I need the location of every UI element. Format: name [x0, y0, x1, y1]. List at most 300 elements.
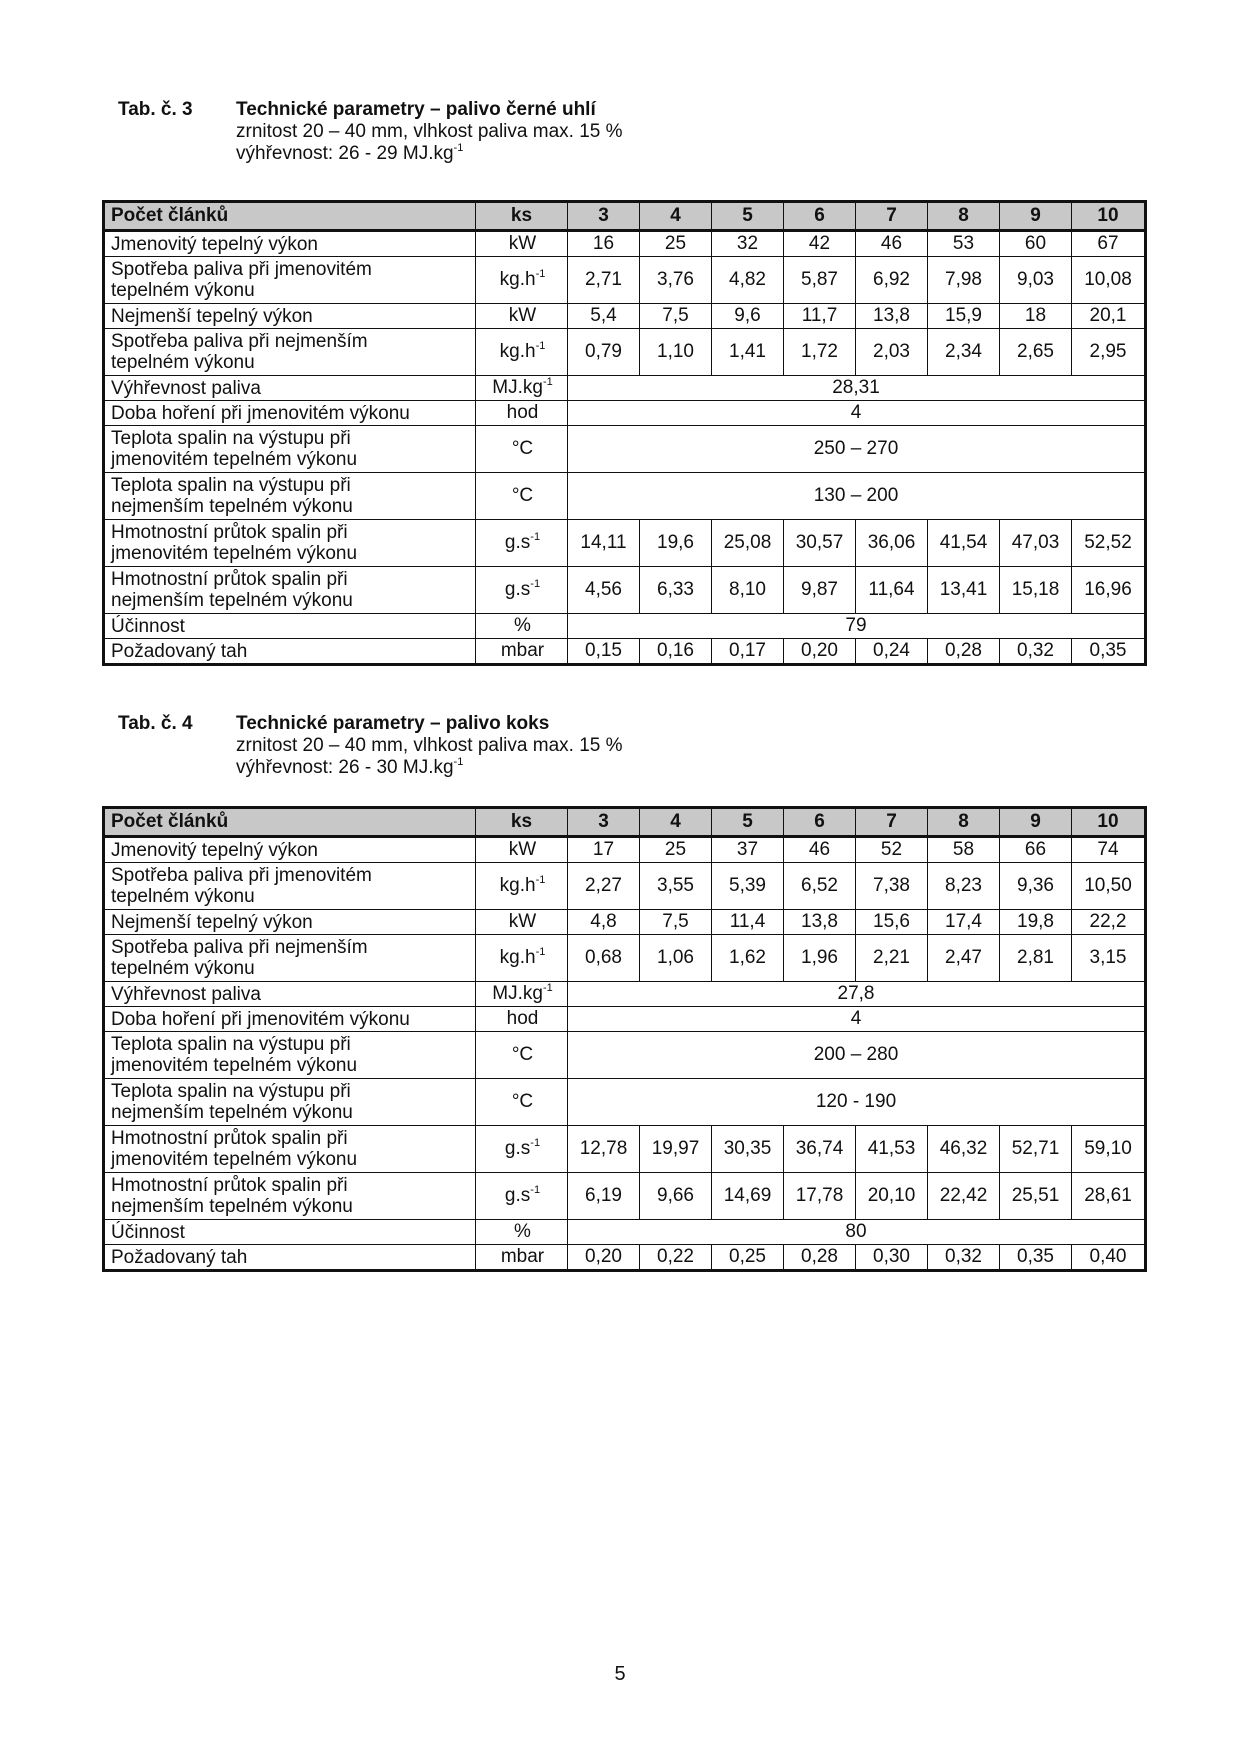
unit-text: % — [514, 1221, 531, 1242]
row-value-merged: 27,8 — [568, 982, 1146, 1007]
row-value: 8,10 — [712, 567, 784, 614]
row-value: 58 — [928, 837, 1000, 863]
row-unit — [476, 1173, 568, 1220]
row-unit — [476, 304, 568, 329]
table-row — [104, 1220, 1146, 1245]
row-label-line1: Jmenovitý tepelný výkon — [111, 233, 318, 255]
unit-text: % — [514, 615, 531, 636]
row-value: 0,20 — [568, 1245, 640, 1271]
table-4-calorific-line — [236, 757, 623, 779]
row-value: 9,36 — [1000, 863, 1072, 910]
row-value: 3,15 — [1072, 935, 1146, 982]
row-unit — [476, 401, 568, 426]
header-col-3: 3 — [568, 202, 640, 231]
unit-text: MJ.kg — [492, 377, 543, 398]
table-4-number: Tab. č. 4 — [118, 713, 193, 734]
row-value: 47,03 — [1000, 520, 1072, 567]
unit-text: g.s — [504, 532, 531, 553]
page-number: 5 — [614, 1663, 626, 1685]
row-label-line1: Nejmenší tepelný výkon — [111, 911, 313, 933]
row-value-merged: 80 — [568, 1220, 1146, 1245]
header-unit: ks — [476, 808, 568, 837]
row-value-merged: 4 — [568, 1007, 1146, 1032]
row-label-line1: Účinnost — [111, 1221, 185, 1243]
row-label-line1: Spotřeba paliva při nejmenším — [111, 331, 368, 352]
row-value: 19,97 — [640, 1126, 712, 1173]
row-value: 52,52 — [1072, 520, 1146, 567]
row-value: 1,10 — [640, 329, 712, 376]
row-value: 41,54 — [928, 520, 1000, 567]
row-value: 2,71 — [568, 257, 640, 304]
row-label-line1: Spotřeba paliva při jmenovitém — [111, 259, 372, 280]
unit-text: g.s — [504, 579, 531, 600]
row-value: 5,39 — [712, 863, 784, 910]
row-value: 20,1 — [1072, 304, 1146, 329]
row-value: 66 — [1000, 837, 1072, 863]
unit-text: °C — [511, 485, 534, 506]
unit-exponent: -1 — [530, 1183, 541, 1196]
row-value: 19,8 — [1000, 910, 1072, 935]
row-value: 67 — [1072, 231, 1146, 257]
row-value: 6,52 — [784, 863, 856, 910]
header-label: Počet článků — [104, 202, 476, 231]
row-value: 13,41 — [928, 567, 1000, 614]
row-label — [104, 520, 476, 567]
header-col-9: 9 — [1000, 808, 1072, 837]
row-value: 3,55 — [640, 863, 712, 910]
row-value-merged: 130 – 200 — [568, 473, 1146, 520]
row-unit — [476, 1079, 568, 1126]
table-row — [104, 520, 1146, 567]
table-3-grain-moisture: zrnitost 20 – 40 mm, vlhkost paliva max. 15 % — [236, 121, 623, 142]
row-label — [104, 1032, 476, 1079]
row-value: 9,66 — [640, 1173, 712, 1220]
unit-exponent: -1 — [542, 375, 553, 388]
row-label — [104, 231, 476, 257]
table-row — [104, 567, 1146, 614]
table-row — [104, 1173, 1146, 1220]
row-label — [104, 567, 476, 614]
row-label-line1: Hmotnostní průtok spalin při — [111, 522, 348, 543]
row-value: 0,22 — [640, 1245, 712, 1271]
row-label-line2: nejmenším tepelném výkonu — [111, 590, 353, 611]
header-row — [104, 808, 1146, 837]
row-value: 13,8 — [784, 910, 856, 935]
row-value: 32 — [712, 231, 784, 257]
row-label-line1: Teplota spalin na výstupu při — [111, 1034, 351, 1055]
row-label-line2: nejmenším tepelném výkonu — [111, 1196, 353, 1217]
row-label — [104, 935, 476, 982]
row-label-line1: Výhřevnost paliva — [111, 983, 261, 1005]
row-value: 11,7 — [784, 304, 856, 329]
row-unit — [476, 426, 568, 473]
row-unit — [476, 1032, 568, 1079]
row-label-line2: nejmenším tepelném výkonu — [111, 496, 353, 517]
row-value: 52 — [856, 837, 928, 863]
row-label-line1: Jmenovitý tepelný výkon — [111, 839, 318, 861]
row-value: 5,4 — [568, 304, 640, 329]
row-unit — [476, 863, 568, 910]
row-value: 10,08 — [1072, 257, 1146, 304]
row-value: 2,34 — [928, 329, 1000, 376]
table-row — [104, 376, 1146, 401]
table-3-caption-body — [236, 99, 623, 165]
header-row — [104, 202, 1146, 231]
unit-text: MJ.kg — [492, 983, 543, 1004]
row-value: 16 — [568, 231, 640, 257]
row-value: 7,5 — [640, 910, 712, 935]
row-label-line1: Účinnost — [111, 615, 185, 637]
row-label — [104, 304, 476, 329]
table-4-caption-body — [236, 713, 623, 779]
row-label — [104, 863, 476, 910]
row-value: 19,6 — [640, 520, 712, 567]
unit-exponent: -1 — [535, 945, 546, 958]
table-row — [104, 426, 1146, 473]
row-unit — [476, 231, 568, 257]
row-label-line1: Spotřeba paliva při nejmenším — [111, 937, 368, 958]
row-label — [104, 910, 476, 935]
table-3-calorific-line — [236, 143, 623, 165]
row-unit — [476, 935, 568, 982]
unit-exponent: -1 — [530, 577, 541, 590]
table-row — [104, 1032, 1146, 1079]
row-value: 22,42 — [928, 1173, 1000, 1220]
row-value: 37 — [712, 837, 784, 863]
unit-text: °C — [511, 438, 534, 459]
row-value: 17,78 — [784, 1173, 856, 1220]
unit-text: kW — [508, 839, 537, 860]
row-unit — [476, 1245, 568, 1271]
table-row — [104, 1126, 1146, 1173]
row-unit — [476, 1220, 568, 1245]
table-4-title: Technické parametry – palivo koks — [236, 713, 550, 734]
row-label — [104, 982, 476, 1007]
unit-exponent: -1 — [542, 981, 553, 994]
row-value: 2,27 — [568, 863, 640, 910]
row-label — [104, 1007, 476, 1032]
row-value: 0,68 — [568, 935, 640, 982]
table-row — [104, 329, 1146, 376]
row-label — [104, 837, 476, 863]
unit-text: hod — [506, 402, 539, 423]
row-value: 17 — [568, 837, 640, 863]
unit-text: kg.h — [499, 341, 536, 362]
row-value: 15,18 — [1000, 567, 1072, 614]
row-value: 52,71 — [1000, 1126, 1072, 1173]
row-value: 0,79 — [568, 329, 640, 376]
row-value: 46,32 — [928, 1126, 1000, 1173]
unit-text: hod — [506, 1008, 539, 1029]
row-value: 74 — [1072, 837, 1146, 863]
row-label-line1: Teplota spalin na výstupu při — [111, 1081, 351, 1102]
row-value: 0,28 — [928, 639, 1000, 665]
row-value: 9,03 — [1000, 257, 1072, 304]
row-unit — [476, 639, 568, 665]
row-label-line2: tepelném výkonu — [111, 352, 255, 373]
row-value: 12,78 — [568, 1126, 640, 1173]
table-row — [104, 304, 1146, 329]
table-row — [104, 1007, 1146, 1032]
row-label-line1: Požadovaný tah — [111, 1246, 248, 1268]
row-value: 0,24 — [856, 639, 928, 665]
row-value: 2,21 — [856, 935, 928, 982]
row-unit — [476, 1126, 568, 1173]
table-4-calorific-exponent: -1 — [453, 755, 464, 768]
row-value: 4,82 — [712, 257, 784, 304]
row-value: 25 — [640, 837, 712, 863]
header-col-3: 3 — [568, 808, 640, 837]
header-col-9: 9 — [1000, 202, 1072, 231]
row-unit — [476, 567, 568, 614]
row-value: 0,32 — [1000, 639, 1072, 665]
row-unit — [476, 329, 568, 376]
row-value: 7,38 — [856, 863, 928, 910]
row-value: 0,28 — [784, 1245, 856, 1271]
table-4-grain-moisture: zrnitost 20 – 40 mm, vlhkost paliva max. 15 % — [236, 735, 623, 756]
row-unit — [476, 520, 568, 567]
table-3-calorific-exponent: -1 — [453, 141, 464, 154]
row-value: 0,20 — [784, 639, 856, 665]
row-value: 46 — [856, 231, 928, 257]
row-label-line1: Teplota spalin na výstupu při — [111, 475, 351, 496]
row-value: 11,4 — [712, 910, 784, 935]
row-unit — [476, 473, 568, 520]
row-value: 6,19 — [568, 1173, 640, 1220]
row-value: 22,2 — [1072, 910, 1146, 935]
header-col-8: 8 — [928, 808, 1000, 837]
header-col-10: 10 — [1072, 808, 1146, 837]
table-row — [104, 863, 1146, 910]
row-value-merged: 120 - 190 — [568, 1079, 1146, 1126]
row-label-line1: Doba hoření při jmenovitém výkonu — [111, 402, 410, 424]
row-label-line2: tepelném výkonu — [111, 280, 255, 301]
row-label — [104, 614, 476, 639]
unit-text: g.s — [504, 1138, 531, 1159]
row-unit — [476, 1007, 568, 1032]
row-value: 4,56 — [568, 567, 640, 614]
unit-text: °C — [511, 1091, 534, 1112]
header-unit: ks — [476, 202, 568, 231]
unit-exponent: -1 — [530, 530, 541, 543]
unit-text: kW — [508, 911, 537, 932]
header-col-5: 5 — [712, 202, 784, 231]
row-unit — [476, 982, 568, 1007]
row-value: 0,25 — [712, 1245, 784, 1271]
row-value: 28,61 — [1072, 1173, 1146, 1220]
unit-text: °C — [511, 1044, 534, 1065]
row-value: 1,41 — [712, 329, 784, 376]
row-unit — [476, 837, 568, 863]
row-value: 14,11 — [568, 520, 640, 567]
row-label — [104, 1245, 476, 1271]
row-value: 1,96 — [784, 935, 856, 982]
row-value: 7,5 — [640, 304, 712, 329]
row-label — [104, 329, 476, 376]
row-value: 41,53 — [856, 1126, 928, 1173]
unit-text: mbar — [500, 640, 545, 661]
row-label-line2: tepelném výkonu — [111, 886, 255, 907]
row-label-line1: Teplota spalin na výstupu při — [111, 428, 351, 449]
row-value: 0,30 — [856, 1245, 928, 1271]
row-value: 36,74 — [784, 1126, 856, 1173]
row-value: 6,33 — [640, 567, 712, 614]
row-value: 4,8 — [568, 910, 640, 935]
row-value: 6,92 — [856, 257, 928, 304]
row-value: 25,08 — [712, 520, 784, 567]
unit-exponent: -1 — [535, 873, 546, 886]
row-label-line2: jmenovitém tepelném výkonu — [111, 1149, 358, 1170]
table-row — [104, 1079, 1146, 1126]
row-label — [104, 1173, 476, 1220]
row-label-line2: tepelném výkonu — [111, 958, 255, 979]
row-value: 0,32 — [928, 1245, 1000, 1271]
row-value: 15,9 — [928, 304, 1000, 329]
header-col-4: 4 — [640, 808, 712, 837]
row-value-merged: 79 — [568, 614, 1146, 639]
row-label-line1: Spotřeba paliva při jmenovitém — [111, 865, 372, 886]
row-value: 1,06 — [640, 935, 712, 982]
row-label — [104, 426, 476, 473]
row-value: 2,47 — [928, 935, 1000, 982]
row-value: 2,95 — [1072, 329, 1146, 376]
header-col-10: 10 — [1072, 202, 1146, 231]
row-value: 42 — [784, 231, 856, 257]
header-col-7: 7 — [856, 808, 928, 837]
row-label — [104, 1079, 476, 1126]
row-value: 3,76 — [640, 257, 712, 304]
row-value: 7,98 — [928, 257, 1000, 304]
row-value: 53 — [928, 231, 1000, 257]
table-row — [104, 257, 1146, 304]
row-value: 5,87 — [784, 257, 856, 304]
row-label-line1: Nejmenší tepelný výkon — [111, 305, 313, 327]
row-value: 0,15 — [568, 639, 640, 665]
table-row — [104, 837, 1146, 863]
row-value: 0,17 — [712, 639, 784, 665]
row-value: 9,87 — [784, 567, 856, 614]
header-col-6: 6 — [784, 202, 856, 231]
header-col-7: 7 — [856, 202, 928, 231]
row-label — [104, 473, 476, 520]
table-row — [104, 1245, 1146, 1271]
row-value: 8,23 — [928, 863, 1000, 910]
row-value: 0,35 — [1072, 639, 1146, 665]
table-row — [104, 614, 1146, 639]
unit-text: g.s — [504, 1185, 531, 1206]
row-value: 60 — [1000, 231, 1072, 257]
unit-text: kg.h — [499, 269, 536, 290]
table-row — [104, 935, 1146, 982]
header-col-6: 6 — [784, 808, 856, 837]
row-value: 2,81 — [1000, 935, 1072, 982]
table-3-number: Tab. č. 3 — [118, 99, 193, 120]
row-value: 59,10 — [1072, 1126, 1146, 1173]
row-unit — [476, 614, 568, 639]
row-value: 1,62 — [712, 935, 784, 982]
header-col-4: 4 — [640, 202, 712, 231]
unit-exponent: -1 — [535, 267, 546, 280]
table-row — [104, 910, 1146, 935]
row-value: 25,51 — [1000, 1173, 1072, 1220]
row-value-merged: 4 — [568, 401, 1146, 426]
row-value: 10,50 — [1072, 863, 1146, 910]
row-label-line1: Požadovaný tah — [111, 640, 248, 662]
unit-text: kW — [508, 233, 537, 254]
row-label-line2: jmenovitém tepelném výkonu — [111, 543, 358, 564]
row-value: 46 — [784, 837, 856, 863]
row-value-merged: 250 – 270 — [568, 426, 1146, 473]
unit-exponent: -1 — [530, 1136, 541, 1149]
table-3 — [102, 200, 1147, 666]
header-label: Počet článků — [104, 808, 476, 837]
row-value: 13,8 — [856, 304, 928, 329]
row-value: 18 — [1000, 304, 1072, 329]
row-value: 2,03 — [856, 329, 928, 376]
row-label-line1: Hmotnostní průtok spalin při — [111, 1175, 348, 1196]
row-value: 0,16 — [640, 639, 712, 665]
row-value: 0,40 — [1072, 1245, 1146, 1271]
row-label — [104, 639, 476, 665]
header-col-5: 5 — [712, 808, 784, 837]
row-value: 0,35 — [1000, 1245, 1072, 1271]
row-value: 14,69 — [712, 1173, 784, 1220]
row-value: 11,64 — [856, 567, 928, 614]
row-value: 30,57 — [784, 520, 856, 567]
unit-text: kg.h — [499, 947, 536, 968]
table-row — [104, 982, 1146, 1007]
row-value: 17,4 — [928, 910, 1000, 935]
row-label-line2: jmenovitém tepelném výkonu — [111, 1055, 358, 1076]
row-value-merged: 28,31 — [568, 376, 1146, 401]
row-value: 9,6 — [712, 304, 784, 329]
row-label-line1: Doba hoření při jmenovitém výkonu — [111, 1008, 410, 1030]
unit-exponent: -1 — [535, 339, 546, 352]
row-value: 16,96 — [1072, 567, 1146, 614]
row-value-merged: 200 – 280 — [568, 1032, 1146, 1079]
row-value: 36,06 — [856, 520, 928, 567]
row-label-line2: nejmenším tepelném výkonu — [111, 1102, 353, 1123]
row-value: 2,65 — [1000, 329, 1072, 376]
table-4-calorific-text: výhřevnost: 26 - 30 MJ.kg — [236, 757, 454, 778]
row-label — [104, 401, 476, 426]
unit-text: kg.h — [499, 875, 536, 896]
row-label-line1: Hmotnostní průtok spalin při — [111, 1128, 348, 1149]
row-value: 20,10 — [856, 1173, 928, 1220]
table-row — [104, 639, 1146, 665]
unit-text: mbar — [500, 1246, 545, 1267]
unit-text: kW — [508, 305, 537, 326]
table-3-calorific-text: výhřevnost: 26 - 29 MJ.kg — [236, 143, 454, 164]
row-label — [104, 1126, 476, 1173]
table-row — [104, 473, 1146, 520]
row-value: 25 — [640, 231, 712, 257]
row-unit — [476, 376, 568, 401]
row-label — [104, 376, 476, 401]
table-row — [104, 401, 1146, 426]
row-unit — [476, 257, 568, 304]
row-label-line2: jmenovitém tepelném výkonu — [111, 449, 358, 470]
row-value: 30,35 — [712, 1126, 784, 1173]
row-value: 15,6 — [856, 910, 928, 935]
table-3-title: Technické parametry – palivo černé uhlí — [236, 99, 596, 120]
row-label-line1: Hmotnostní průtok spalin při — [111, 569, 348, 590]
table-row — [104, 231, 1146, 257]
row-label-line1: Výhřevnost paliva — [111, 377, 261, 399]
row-value: 1,72 — [784, 329, 856, 376]
table-4 — [102, 806, 1147, 1272]
row-unit — [476, 910, 568, 935]
